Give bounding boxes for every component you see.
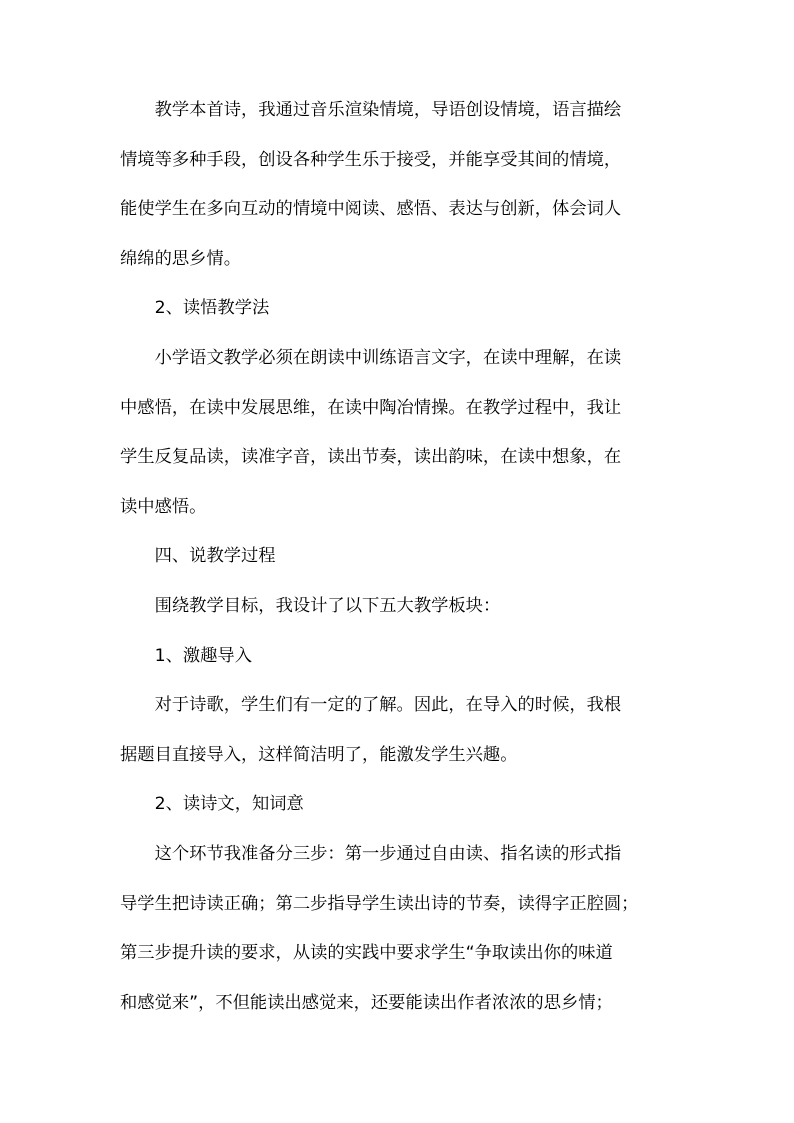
section-heading-introduction — [120, 632, 680, 682]
text-line: 读中感悟。 — [120, 496, 207, 517]
text-line: 2、读诗文，知词意 — [154, 794, 304, 815]
paragraph-teaching-process-intro — [120, 582, 680, 632]
text-line: 中感悟，在读中发展思维，在读中陶冶情操。在教学过程中，我让 — [120, 397, 622, 418]
section-heading-read-poem — [120, 780, 680, 830]
text-line: 能使学生在多向互动的情境中阅读、感悟、表达与创新，体会词人 — [120, 199, 622, 220]
text-line: 绵绵的思乡情。 — [120, 248, 241, 269]
document-body — [120, 86, 680, 1028]
paragraph-reading-method — [120, 334, 680, 532]
text-line: 围绕教学目标，我设计了以下五大教学板块： — [154, 595, 501, 616]
paragraph-introduction — [120, 681, 680, 780]
text-line: 1、激趣导入 — [154, 645, 252, 666]
text-line: 小学语文教学必须在朗读中训练语言文字，在读中理解，在读 — [154, 347, 622, 368]
text-line: 情境等多种手段，创设各种学生乐于接受，并能享受其间的情境， — [120, 149, 622, 170]
text-line: 据题目直接导入，这样简洁明了，能激发学生兴趣。 — [120, 744, 518, 765]
text-line: 对于诗歌，学生们有一定的了解。因此，在导入的时候，我根 — [154, 695, 622, 716]
paragraph-teaching-methods-summary — [120, 86, 680, 284]
text-line: 导学生把诗读正确；第二步指导学生读出诗的节奏，读得字正腔圆； — [120, 893, 639, 914]
text-line: 这个环节我准备分三步：第一步通过自由读、指名读的形式指 — [154, 843, 622, 864]
text-line: 2、读悟教学法 — [154, 298, 270, 319]
text-line: 第三步提升读的要求，从读的实践中要求学生“争取读出你的味道 — [120, 943, 613, 964]
text-line: 四、说教学过程 — [154, 546, 276, 567]
text-line: 和感觉来”，不但能读出感觉来，还要能读出作者浓浓的思乡情； — [120, 992, 613, 1013]
section-heading-reading-method — [120, 284, 680, 334]
text-line: 教学本首诗，我通过音乐渲染情境，导语创设情境，语言描绘 — [154, 100, 622, 120]
text-line: 学生反复品读，读准字音，读出节奏，读出韵味，在读中想象，在 — [120, 447, 622, 468]
paragraph-read-poem — [120, 830, 680, 1028]
section-heading-teaching-process — [120, 532, 680, 582]
